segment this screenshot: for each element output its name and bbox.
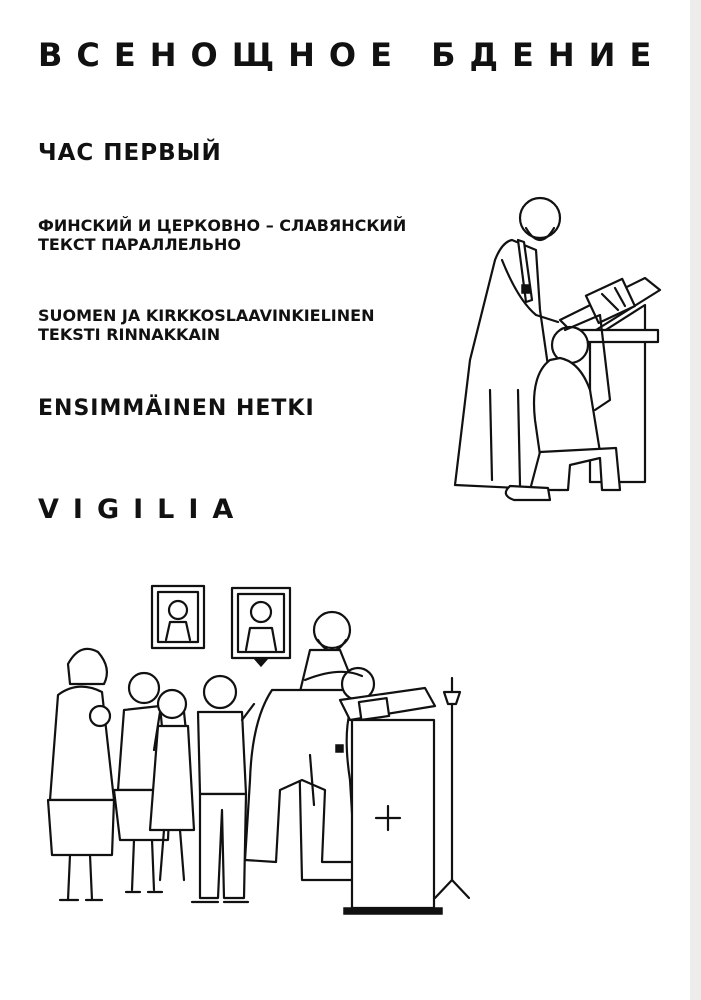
priest-confession-illustration [440,190,670,530]
candlestand-shape [435,678,469,898]
icon-frame-right [232,588,290,666]
page-edge [690,0,701,1000]
subtitle-fi-line-1: SUOMEN JA KIRKKOSLAAVINKIELINEN [38,306,375,325]
boy-figure [192,676,254,902]
hour-title-ru: ЧАС ПЕРВЫЙ [38,140,222,166]
lectern-shape [340,688,442,914]
woman-with-child-figure [48,649,114,900]
vigilia-title: VIGILIA [38,494,248,525]
family-confession-illustration [40,580,470,925]
hour-title-fi: ENSIMMÄINEN HETKI [38,396,315,421]
icon-frame-left [152,586,204,648]
subtitle-ru-line-1: ФИНСКИЙ И ЦЕРКОВНО – СЛАВЯНСКИЙ [38,216,407,235]
page-title: ВСЕНОЩНОЕ БДЕНИЕ [38,36,666,74]
subtitle-fi-line-2: TEKSTI RINNAKKAIN [38,325,221,344]
subtitle-ru-line-2: ТЕКСТ ПАРАЛЛЕЛЬНО [38,235,242,254]
